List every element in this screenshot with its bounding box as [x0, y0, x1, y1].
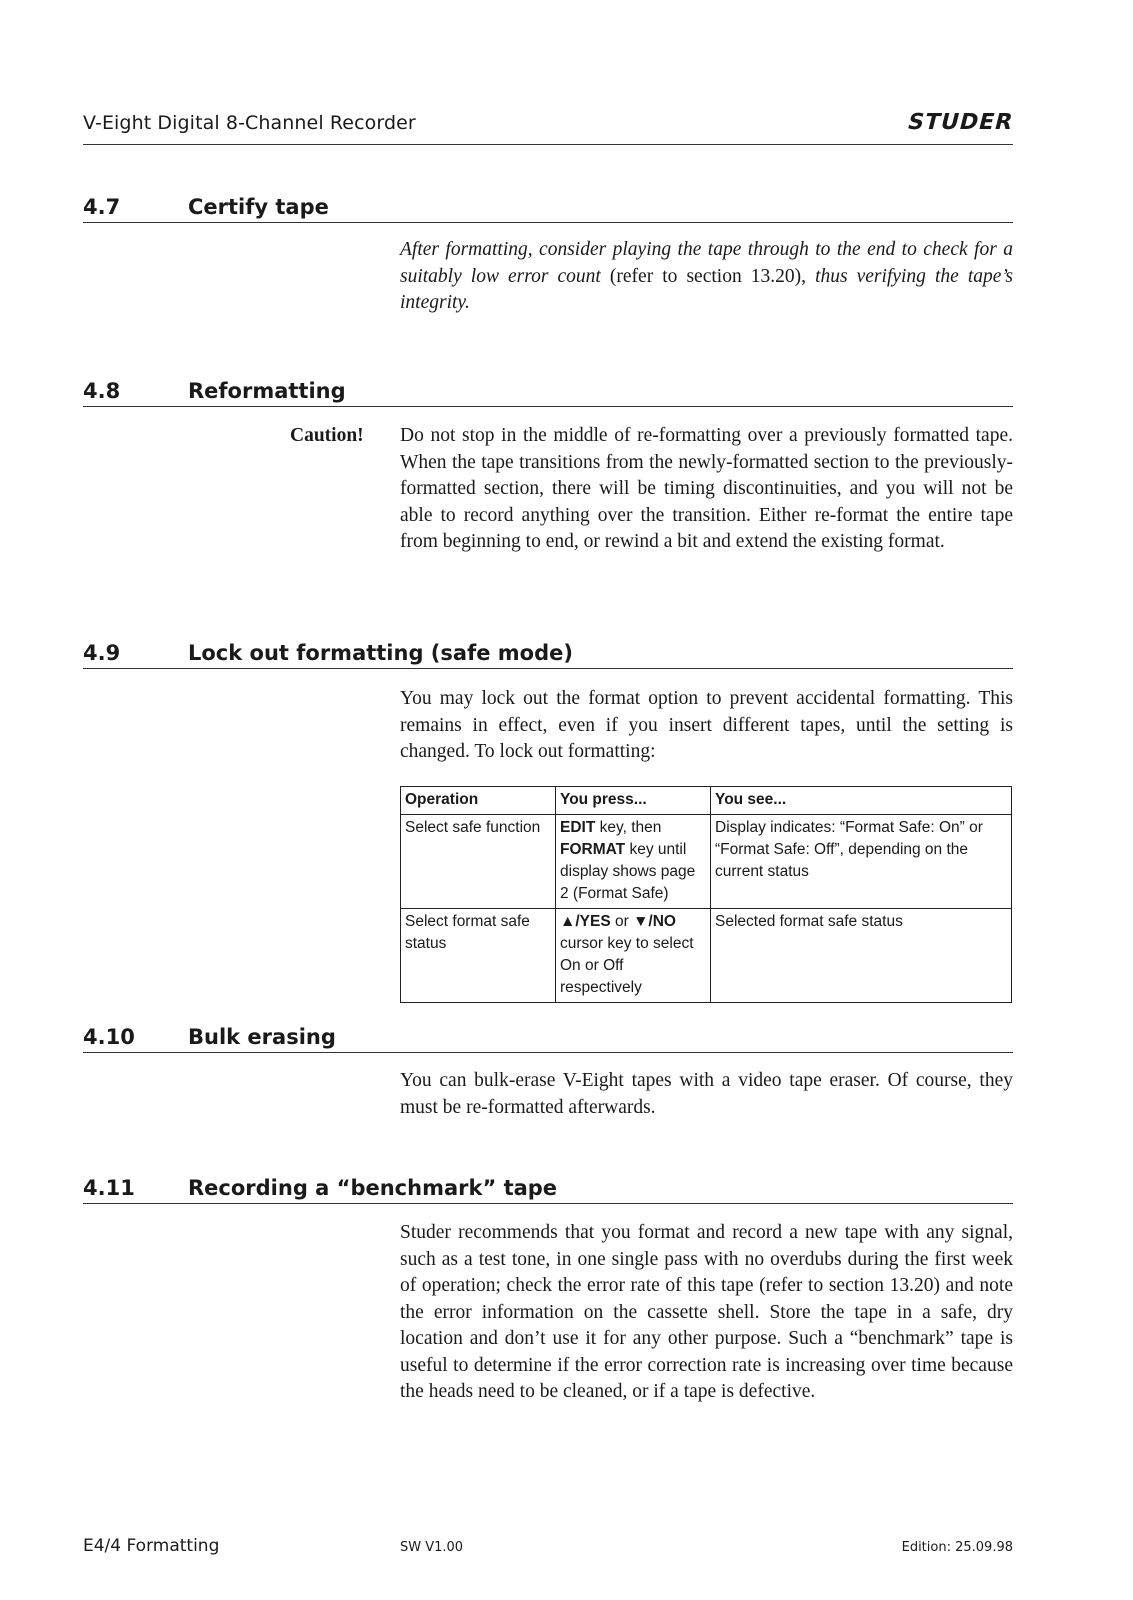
- section-title: Bulk erasing: [188, 1025, 336, 1049]
- bulk-erasing-paragraph: You can bulk-erase V-Eight tapes with a video tape eraser. Of course, they must be re-formatted afterwards.: [400, 1070, 1013, 1118]
- cell-operation: Select format safe status: [401, 909, 556, 1003]
- section-number: 4.9: [83, 641, 121, 665]
- cell-you-see: Display indicates: “Format Safe: On” or “Format Safe: Off”, depending on the current status: [711, 815, 1012, 909]
- certify-tape-paragraph: [400, 237, 1013, 317]
- cell-text: cursor key to select On or Off respectively: [560, 935, 694, 996]
- section-heading-4-7: [83, 186, 1013, 223]
- caution-label: Caution!: [290, 425, 364, 446]
- footer-page-label: E4/4 Formatting: [83, 1536, 220, 1556]
- italic-text: After formatting, consider playing the tape through to the end to check for a suitably low error count: [400, 239, 1013, 287]
- cell-you-see: Selected format safe status: [711, 909, 1012, 1003]
- lock-out-paragraph: You may lock out the format option to prevent accidental formatting. This remains in effect, even if you insert different tapes, until the setting is changed. To lock out formatting:: [400, 688, 1013, 762]
- section-title: Certify tape: [188, 195, 329, 219]
- page-header: [83, 110, 1017, 145]
- cell-text: key, then: [595, 819, 662, 836]
- section-heading-4-10: [83, 1016, 1013, 1053]
- section-heading-4-11: [83, 1167, 1013, 1204]
- header-you-press: You press...: [556, 787, 711, 815]
- cell-you-press: [556, 815, 711, 909]
- document-title: V-Eight Digital 8-Channel Recorder: [83, 112, 416, 134]
- section-number: 4.10: [83, 1025, 135, 1049]
- section-heading-4-9: [83, 632, 1013, 669]
- cell-operation: Select safe function: [401, 815, 556, 909]
- key-name: FORMAT: [560, 841, 626, 858]
- key-name: ▲/YES: [560, 913, 611, 930]
- section-reference-text: (refer to section 13.20),: [600, 265, 816, 287]
- header-operation: Operation: [401, 787, 556, 815]
- footer-edition: Edition: 25.09.98: [901, 1540, 1013, 1555]
- section-title: Reformatting: [188, 379, 346, 403]
- cell-text: key until display shows page 2 (Format Safe): [560, 841, 696, 902]
- table-row: [401, 815, 1012, 909]
- key-name: ▼/NO: [633, 913, 676, 930]
- benchmark-paragraph: Studer recommends that you format and record a new tape with any signal, such as a test tone, in one single pass with no overdubs during the first week of operation; check the error rate of this tape (refer to section 13.20) and note the error information on the cassette shell. Store the tape in a safe, dry location and don’t use it for any other purpose. Such a “benchmark” tape is useful to determine if the error correction rate is increasing over time because the heads need to be cleaned, or if a tape is defective.: [400, 1222, 1013, 1402]
- footer-software-version: SW V1.00: [400, 1540, 464, 1555]
- section-heading-4-8: [83, 370, 1013, 407]
- header-you-see: You see...: [711, 787, 1012, 815]
- section-number: 4.11: [83, 1176, 135, 1200]
- section-number: 4.8: [83, 379, 121, 403]
- brand-logo: STUDER: [904, 110, 1017, 135]
- table-header-row: [401, 787, 1012, 815]
- reformatting-paragraph: Do not stop in the middle of re-formatting over a previously formatted tape. When the tape transitions from the newly-formatted section to the previously-formatted section, there will be timing discontinuities, and you will not be able to record anything over the transition. Either re-format the entire tape from beginning to end, or rewind a bit and extend the existing format.: [400, 425, 1013, 552]
- key-name: EDIT: [560, 819, 596, 836]
- cell-you-press: [556, 909, 711, 1003]
- table-row: [401, 909, 1012, 1003]
- operation-table: [400, 786, 1012, 1003]
- section-title: Recording a “benchmark” tape: [188, 1176, 558, 1200]
- italic-text: thus verifying the tape’s integrity.: [400, 265, 1013, 313]
- section-number: 4.7: [83, 195, 121, 219]
- section-title: Lock out formatting (safe mode): [188, 641, 573, 665]
- cell-text: or: [610, 913, 634, 930]
